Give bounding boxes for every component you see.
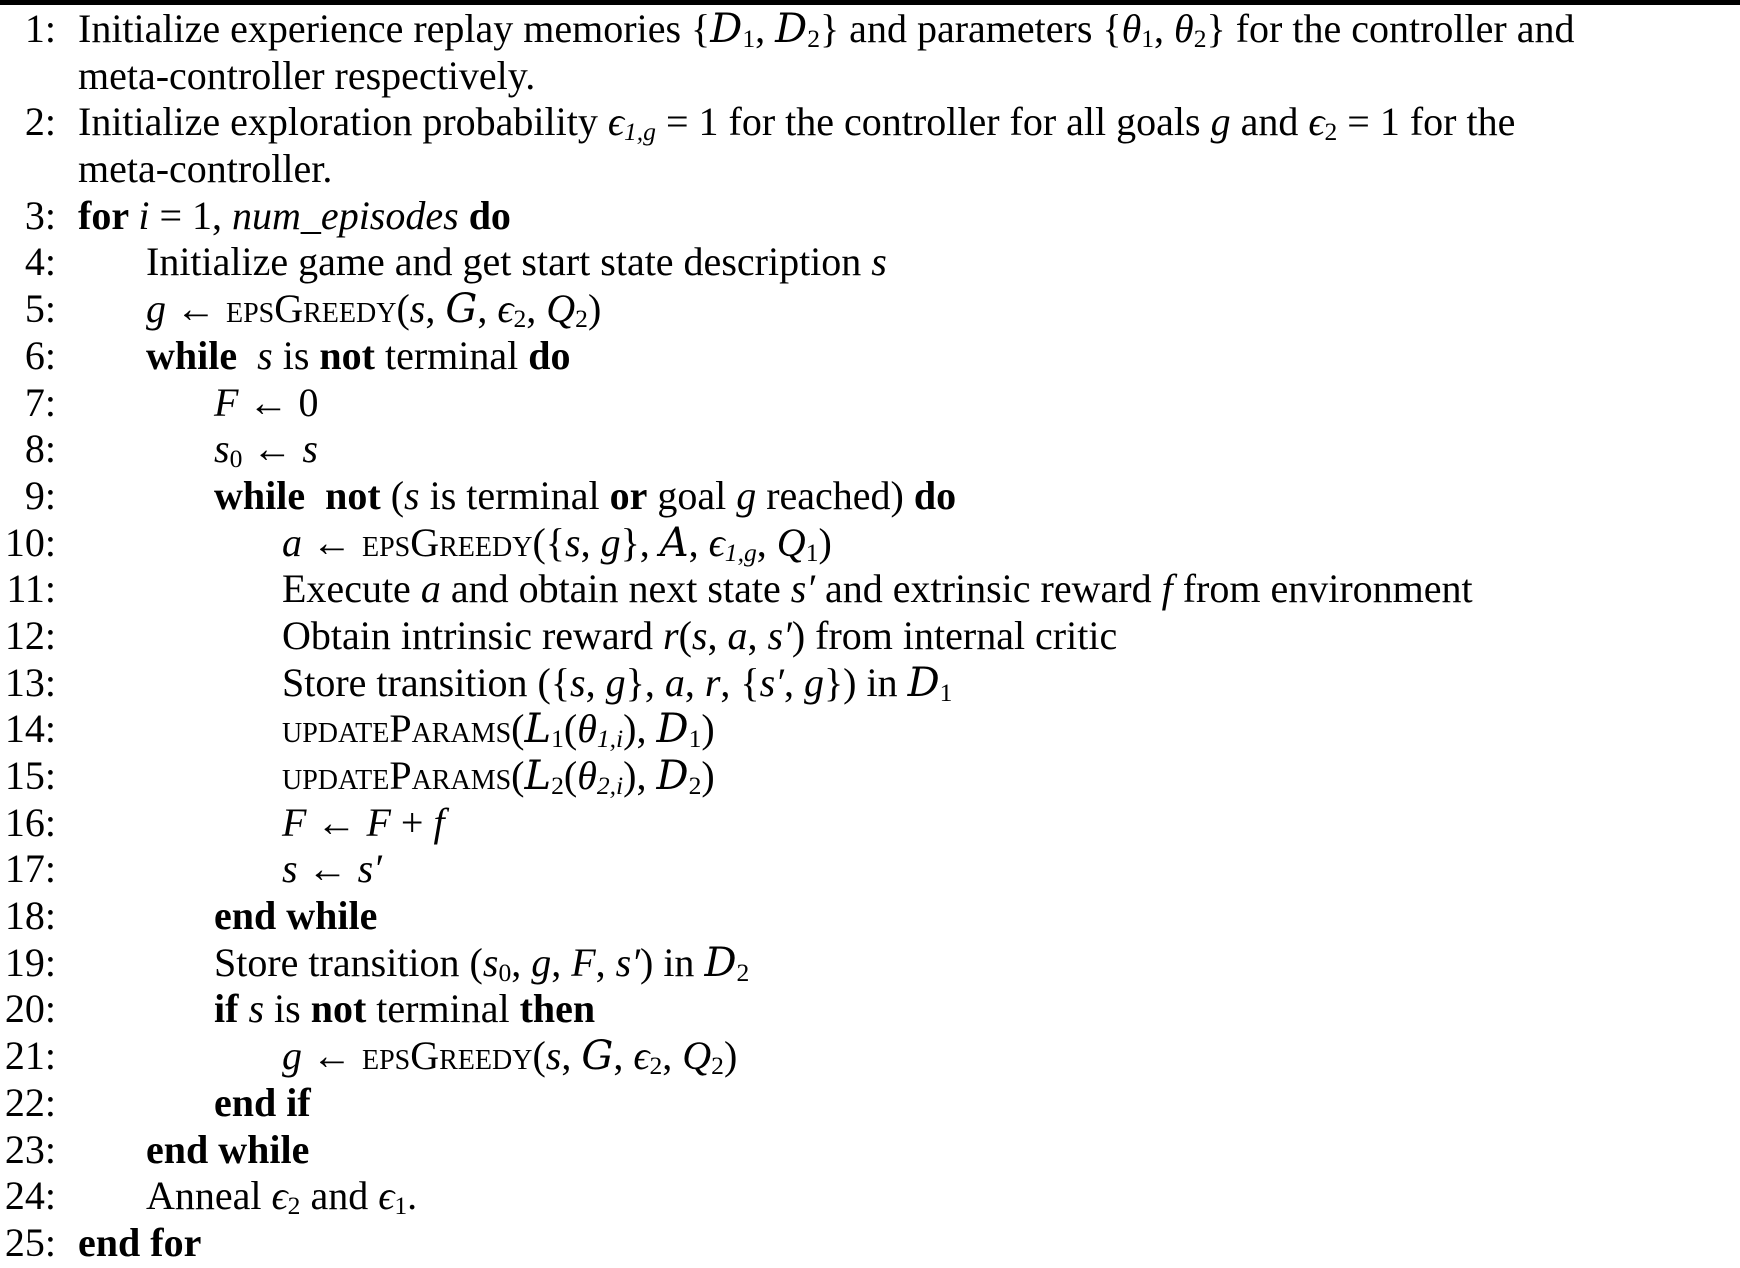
algorithm-line-13 (0, 566, 1740, 613)
text-segment: , (783, 659, 804, 705)
text-segment: a (664, 659, 685, 705)
text-segment: ϵ (708, 519, 725, 565)
line-content (78, 1220, 201, 1267)
text-segment: from environment (1172, 566, 1473, 612)
text-segment: 1 (742, 24, 756, 54)
calligraphic-letter: D (656, 753, 689, 799)
line-content (214, 473, 956, 520)
text-segment: end while (214, 893, 378, 939)
algorithm-line-3 (0, 99, 1740, 146)
text-segment: s (691, 612, 708, 658)
text-segment: , (662, 1033, 683, 1079)
text-segment: end if (214, 1079, 311, 1125)
calligraphic-letter: D (656, 706, 689, 753)
algorithm-line-15 (0, 660, 1740, 707)
text-segment (459, 193, 469, 238)
text-segment: , (425, 286, 446, 332)
line-number: 20: (4, 986, 56, 1032)
calligraphic-letter: L (524, 753, 552, 799)
text-segment: while not (214, 472, 391, 518)
text-segment: meta-controller respectively. (78, 52, 536, 98)
text-segment: , { (720, 659, 760, 705)
line-content (282, 753, 715, 800)
text-segment: end for (78, 1219, 202, 1265)
algorithm-line-21 (0, 940, 1740, 987)
text-segment: ( (563, 753, 578, 798)
line-content (78, 53, 535, 100)
text-segment: 1,g (724, 537, 757, 567)
text-segment: s (302, 426, 318, 472)
line-number: 23: (4, 1126, 56, 1172)
text-segment: , (551, 939, 572, 985)
text-segment: ← (306, 799, 367, 845)
smallcaps-procedure-name: updateParams (282, 753, 512, 798)
text-segment: = 1, (149, 192, 233, 238)
text-segment: 1 (394, 1191, 408, 1221)
line-content (146, 1127, 309, 1174)
text-segment: ϵ (607, 99, 624, 145)
text-segment: r (704, 659, 721, 705)
text-segment: if (214, 986, 249, 1032)
text-segment: s (545, 1033, 562, 1079)
text-segment: . (407, 1173, 418, 1219)
text-segment: ( (511, 753, 525, 798)
text-segment: do (528, 332, 571, 378)
text-segment: 2 (551, 771, 564, 801)
algorithm-line-1 (0, 6, 1740, 53)
text-segment: ← (302, 519, 362, 565)
line-content (282, 520, 832, 567)
text-segment: }, (625, 659, 665, 705)
line-number: 6: (24, 332, 56, 378)
line-content (78, 146, 332, 193)
text-segment: , (511, 939, 532, 985)
algorithm-line-18 (0, 800, 1740, 847)
text-segment: then (519, 986, 596, 1032)
algorithm-line-11 (0, 473, 1740, 520)
smallcaps-procedure-name: epsGreedy (226, 286, 397, 332)
text-segment: , (585, 659, 606, 705)
line-number: 10: (4, 519, 56, 565)
text-segment: ( (532, 1033, 546, 1079)
smallcaps-procedure-name: epsGreedy (362, 519, 533, 565)
line-content (214, 426, 318, 473)
line-content (78, 193, 511, 240)
text-segment: and obtain next state (440, 566, 791, 612)
line-number: 4: (24, 239, 56, 285)
calligraphic-letter: A (659, 519, 689, 566)
line-number: 7: (24, 379, 56, 425)
text-segment: 0 (229, 444, 243, 474)
text-segment: 2 (513, 304, 527, 334)
algorithm-line-10 (0, 426, 1740, 473)
text-segment: Execute (282, 566, 421, 612)
line-content (214, 893, 377, 940)
text-segment: or (609, 472, 648, 518)
text-segment: s′ (790, 566, 816, 612)
text-segment: end while (146, 1126, 310, 1172)
text-segment: s′ (767, 612, 792, 658)
calligraphic-letter: D (704, 939, 737, 986)
text-segment: s (565, 519, 581, 565)
text-segment: F (282, 799, 307, 845)
text-segment: , (580, 519, 601, 565)
text-segment: ϵ (378, 1173, 395, 1219)
calligraphic-letter: L (524, 706, 552, 753)
text-segment: do (913, 472, 957, 518)
text-segment: 1,i (596, 724, 624, 754)
text-segment: r (663, 612, 679, 658)
text-segment: 1 (805, 537, 819, 567)
text-segment: 2 (575, 304, 588, 334)
text-segment: θ (1174, 6, 1194, 51)
text-segment: reached) (756, 472, 914, 518)
line-content (282, 846, 382, 893)
text-segment: , (613, 1033, 634, 1079)
algorithm-line-8 (0, 333, 1740, 380)
text-segment: is (272, 332, 320, 378)
text-segment: meta-controller. (78, 146, 333, 192)
text-segment: } and parameters { (819, 6, 1122, 51)
line-number: 16: (4, 799, 56, 845)
text-segment: F (214, 379, 239, 425)
text-segment: ϵ (271, 1173, 288, 1219)
text-segment: ( (390, 472, 405, 518)
text-segment: Initialize exploration probability (78, 99, 608, 145)
text-segment: s′ (357, 846, 382, 892)
text-segment: ← 0 (238, 379, 319, 425)
text-segment: s (409, 286, 426, 332)
text-segment: s′ (615, 939, 640, 985)
calligraphic-letter: D (775, 6, 808, 52)
text-segment: + (390, 799, 434, 845)
text-segment: f (1161, 566, 1173, 612)
text-segment: ), (623, 753, 657, 798)
text-segment: is (264, 986, 311, 1032)
text-segment: F (366, 799, 391, 845)
algorithm-line-5 (0, 193, 1740, 240)
algorithm-line-20 (0, 893, 1740, 940)
text-segment: Initialize experience replay memories { (78, 6, 711, 51)
text-segment: a (282, 519, 302, 565)
text-segment: g (531, 939, 552, 985)
text-segment: num_episodes (232, 192, 459, 238)
text-segment: } for the controller and (1206, 6, 1575, 51)
text-segment: 0 (498, 957, 512, 987)
line-number: 21: (4, 1033, 56, 1079)
calligraphic-letter: D (907, 659, 940, 706)
text-segment: ) (818, 519, 832, 565)
line-number: 19: (4, 939, 56, 985)
text-segment: g (736, 472, 757, 518)
line-content (282, 613, 1117, 660)
line-content (282, 566, 1473, 613)
text-segment: Q (776, 519, 806, 565)
algorithm-line-22 (0, 986, 1740, 1033)
line-number: 13: (4, 659, 56, 705)
text-segment: s (570, 659, 586, 705)
text-segment: Anneal (146, 1173, 272, 1219)
text-segment: terminal (366, 986, 520, 1032)
text-segment: Initialize game and get start state description (146, 239, 872, 285)
algorithm-line-25 (0, 1127, 1740, 1174)
text-segment: a (727, 612, 748, 658)
line-number: 12: (4, 612, 56, 658)
text-segment: ) in (640, 939, 705, 985)
line-number: 2: (24, 99, 56, 145)
text-segment: 2 (287, 1191, 301, 1221)
text-segment: ← (166, 286, 226, 332)
text-segment: ), (623, 706, 657, 752)
line-content (282, 800, 445, 847)
text-segment: g (146, 286, 166, 332)
text-segment: s (257, 332, 273, 378)
text-segment: f (433, 799, 445, 845)
text-segment: , (561, 1033, 582, 1079)
text-segment: , (477, 286, 498, 332)
text-segment: s (214, 426, 230, 472)
text-segment: 2 (736, 957, 750, 987)
text-segment: not (310, 986, 367, 1032)
text-segment: 1 (939, 677, 953, 707)
line-content (78, 99, 1515, 146)
text-segment: g (1210, 99, 1231, 145)
text-segment: g (600, 519, 621, 565)
calligraphic-letter: D (710, 6, 743, 52)
line-content (146, 239, 887, 286)
smallcaps-procedure-name: updateParams (282, 706, 512, 752)
text-segment: θ (577, 753, 597, 798)
line-content (146, 333, 571, 380)
text-segment: is terminal (419, 472, 610, 518)
text-segment: g (605, 659, 626, 705)
algorithm-line-17 (0, 753, 1740, 800)
text-segment: = 1 for the controller for all goals (655, 99, 1211, 145)
algorithm-line-14 (0, 613, 1740, 660)
text-segment: ({ (532, 519, 565, 565)
text-segment: ϵ (1308, 99, 1325, 145)
line-number: 3: (24, 192, 56, 238)
text-segment: , (707, 612, 728, 658)
algorithm-line-26 (0, 1173, 1740, 1220)
text-segment: and (1230, 99, 1309, 145)
text-segment: terminal (374, 332, 529, 378)
text-segment: s (248, 986, 265, 1032)
text-segment: do (468, 192, 511, 238)
text-segment: 2 (1193, 24, 1207, 54)
algorithm-line-7 (0, 286, 1740, 333)
text-segment: , (688, 519, 709, 565)
text-segment: F (571, 939, 596, 985)
line-number: 11: (6, 566, 56, 612)
line-number: 18: (4, 893, 56, 939)
line-content (214, 1080, 311, 1127)
text-segment: 1,g (623, 117, 656, 147)
text-segment: 1 (688, 724, 702, 754)
text-segment: , (756, 519, 777, 565)
text-segment: s (404, 472, 420, 518)
text-segment: i (138, 192, 150, 238)
algorithm-line-23 (0, 1033, 1740, 1080)
algorithm-pseudocode (0, 5, 1740, 1267)
line-number: 15: (4, 753, 56, 798)
line-content (214, 940, 749, 987)
text-segment: while (146, 332, 258, 378)
text-segment: = 1 for the (1337, 99, 1516, 145)
text-segment: ) (701, 753, 715, 798)
algorithm-line-16 (0, 706, 1740, 753)
line-number: 24: (4, 1173, 56, 1219)
line-content (282, 660, 952, 707)
text-segment: θ (577, 706, 597, 752)
text-segment: ) (587, 286, 602, 332)
line-content (214, 380, 318, 427)
line-content (214, 986, 595, 1033)
text-segment: ( (678, 612, 692, 658)
algorithm-line-27 (0, 1220, 1740, 1267)
algorithm-line-9 (0, 380, 1740, 427)
calligraphic-letter: G (581, 1033, 614, 1080)
line-content (146, 286, 601, 333)
text-segment: ← (242, 426, 303, 472)
algorithm-line-2 (0, 53, 1740, 100)
algorithm-line-19 (0, 846, 1740, 893)
text-segment: }, (620, 519, 660, 565)
text-segment: ( (396, 286, 410, 332)
text-segment: and extrinsic reward (815, 566, 1162, 612)
text-segment: 1 (551, 724, 564, 754)
text-segment: , (595, 939, 616, 985)
text-segment: ← (297, 846, 358, 892)
text-segment: }) in (823, 659, 908, 705)
text-segment: ← (302, 1033, 362, 1079)
text-segment: ( (511, 706, 525, 752)
line-number: 8: (24, 426, 56, 472)
line-content (282, 1033, 737, 1080)
text-segment: a (420, 566, 441, 612)
text-segment: 2 (688, 771, 702, 801)
text-segment: θ (1121, 6, 1142, 51)
line-number: 14: (4, 706, 56, 752)
line-number: 5: (24, 286, 56, 332)
text-segment: , (755, 6, 776, 51)
line-number: 9: (24, 472, 56, 518)
text-segment: 2 (649, 1051, 663, 1081)
algorithm-line-12 (0, 520, 1740, 567)
text-segment: 2,i (596, 771, 624, 801)
text-segment: ϵ (633, 1033, 650, 1079)
algorithm-line-4 (0, 146, 1740, 193)
text-segment: g (282, 1033, 302, 1079)
calligraphic-letter: G (445, 286, 478, 333)
smallcaps-procedure-name: epsGreedy (362, 1033, 533, 1079)
text-segment: Store transition ( (214, 939, 483, 985)
text-segment: g (803, 659, 824, 705)
text-segment: s (482, 939, 499, 985)
text-segment: and (300, 1173, 379, 1219)
text-segment: 2 (1324, 117, 1338, 147)
text-segment: Q (546, 286, 576, 332)
text-segment: 2 (711, 1051, 724, 1081)
line-number: 22: (4, 1079, 56, 1125)
text-segment: ) from internal critic (791, 612, 1118, 658)
text-segment: ( (563, 706, 578, 752)
line-number: 1: (24, 6, 56, 51)
text-segment: not (319, 332, 375, 378)
line-number: 17: (4, 846, 56, 892)
text-segment: Q (682, 1033, 712, 1079)
text-segment: , (526, 286, 547, 332)
text-segment: 2 (807, 24, 820, 54)
text-segment: ) (723, 1033, 738, 1079)
line-number: 25: (4, 1219, 56, 1265)
text-segment: , (1154, 6, 1175, 51)
algorithm-body (0, 6, 1740, 1267)
text-segment: 1 (1141, 24, 1155, 54)
text-segment: s (871, 239, 887, 285)
text-segment: , (684, 659, 705, 705)
line-content (78, 6, 1574, 53)
text-segment: for (78, 192, 139, 238)
algorithm-line-24 (0, 1080, 1740, 1127)
line-content (282, 706, 715, 753)
text-segment: Store transition ({ (282, 659, 571, 705)
text-segment: s′ (759, 659, 784, 705)
text-segment: s (282, 846, 298, 892)
text-segment: goal (647, 472, 737, 518)
text-segment: ) (701, 706, 715, 752)
line-content (146, 1173, 417, 1220)
text-segment: ϵ (497, 286, 514, 332)
text-segment: Obtain intrinsic reward (282, 612, 663, 658)
algorithm-line-6 (0, 239, 1740, 286)
text-segment: , (747, 612, 768, 658)
